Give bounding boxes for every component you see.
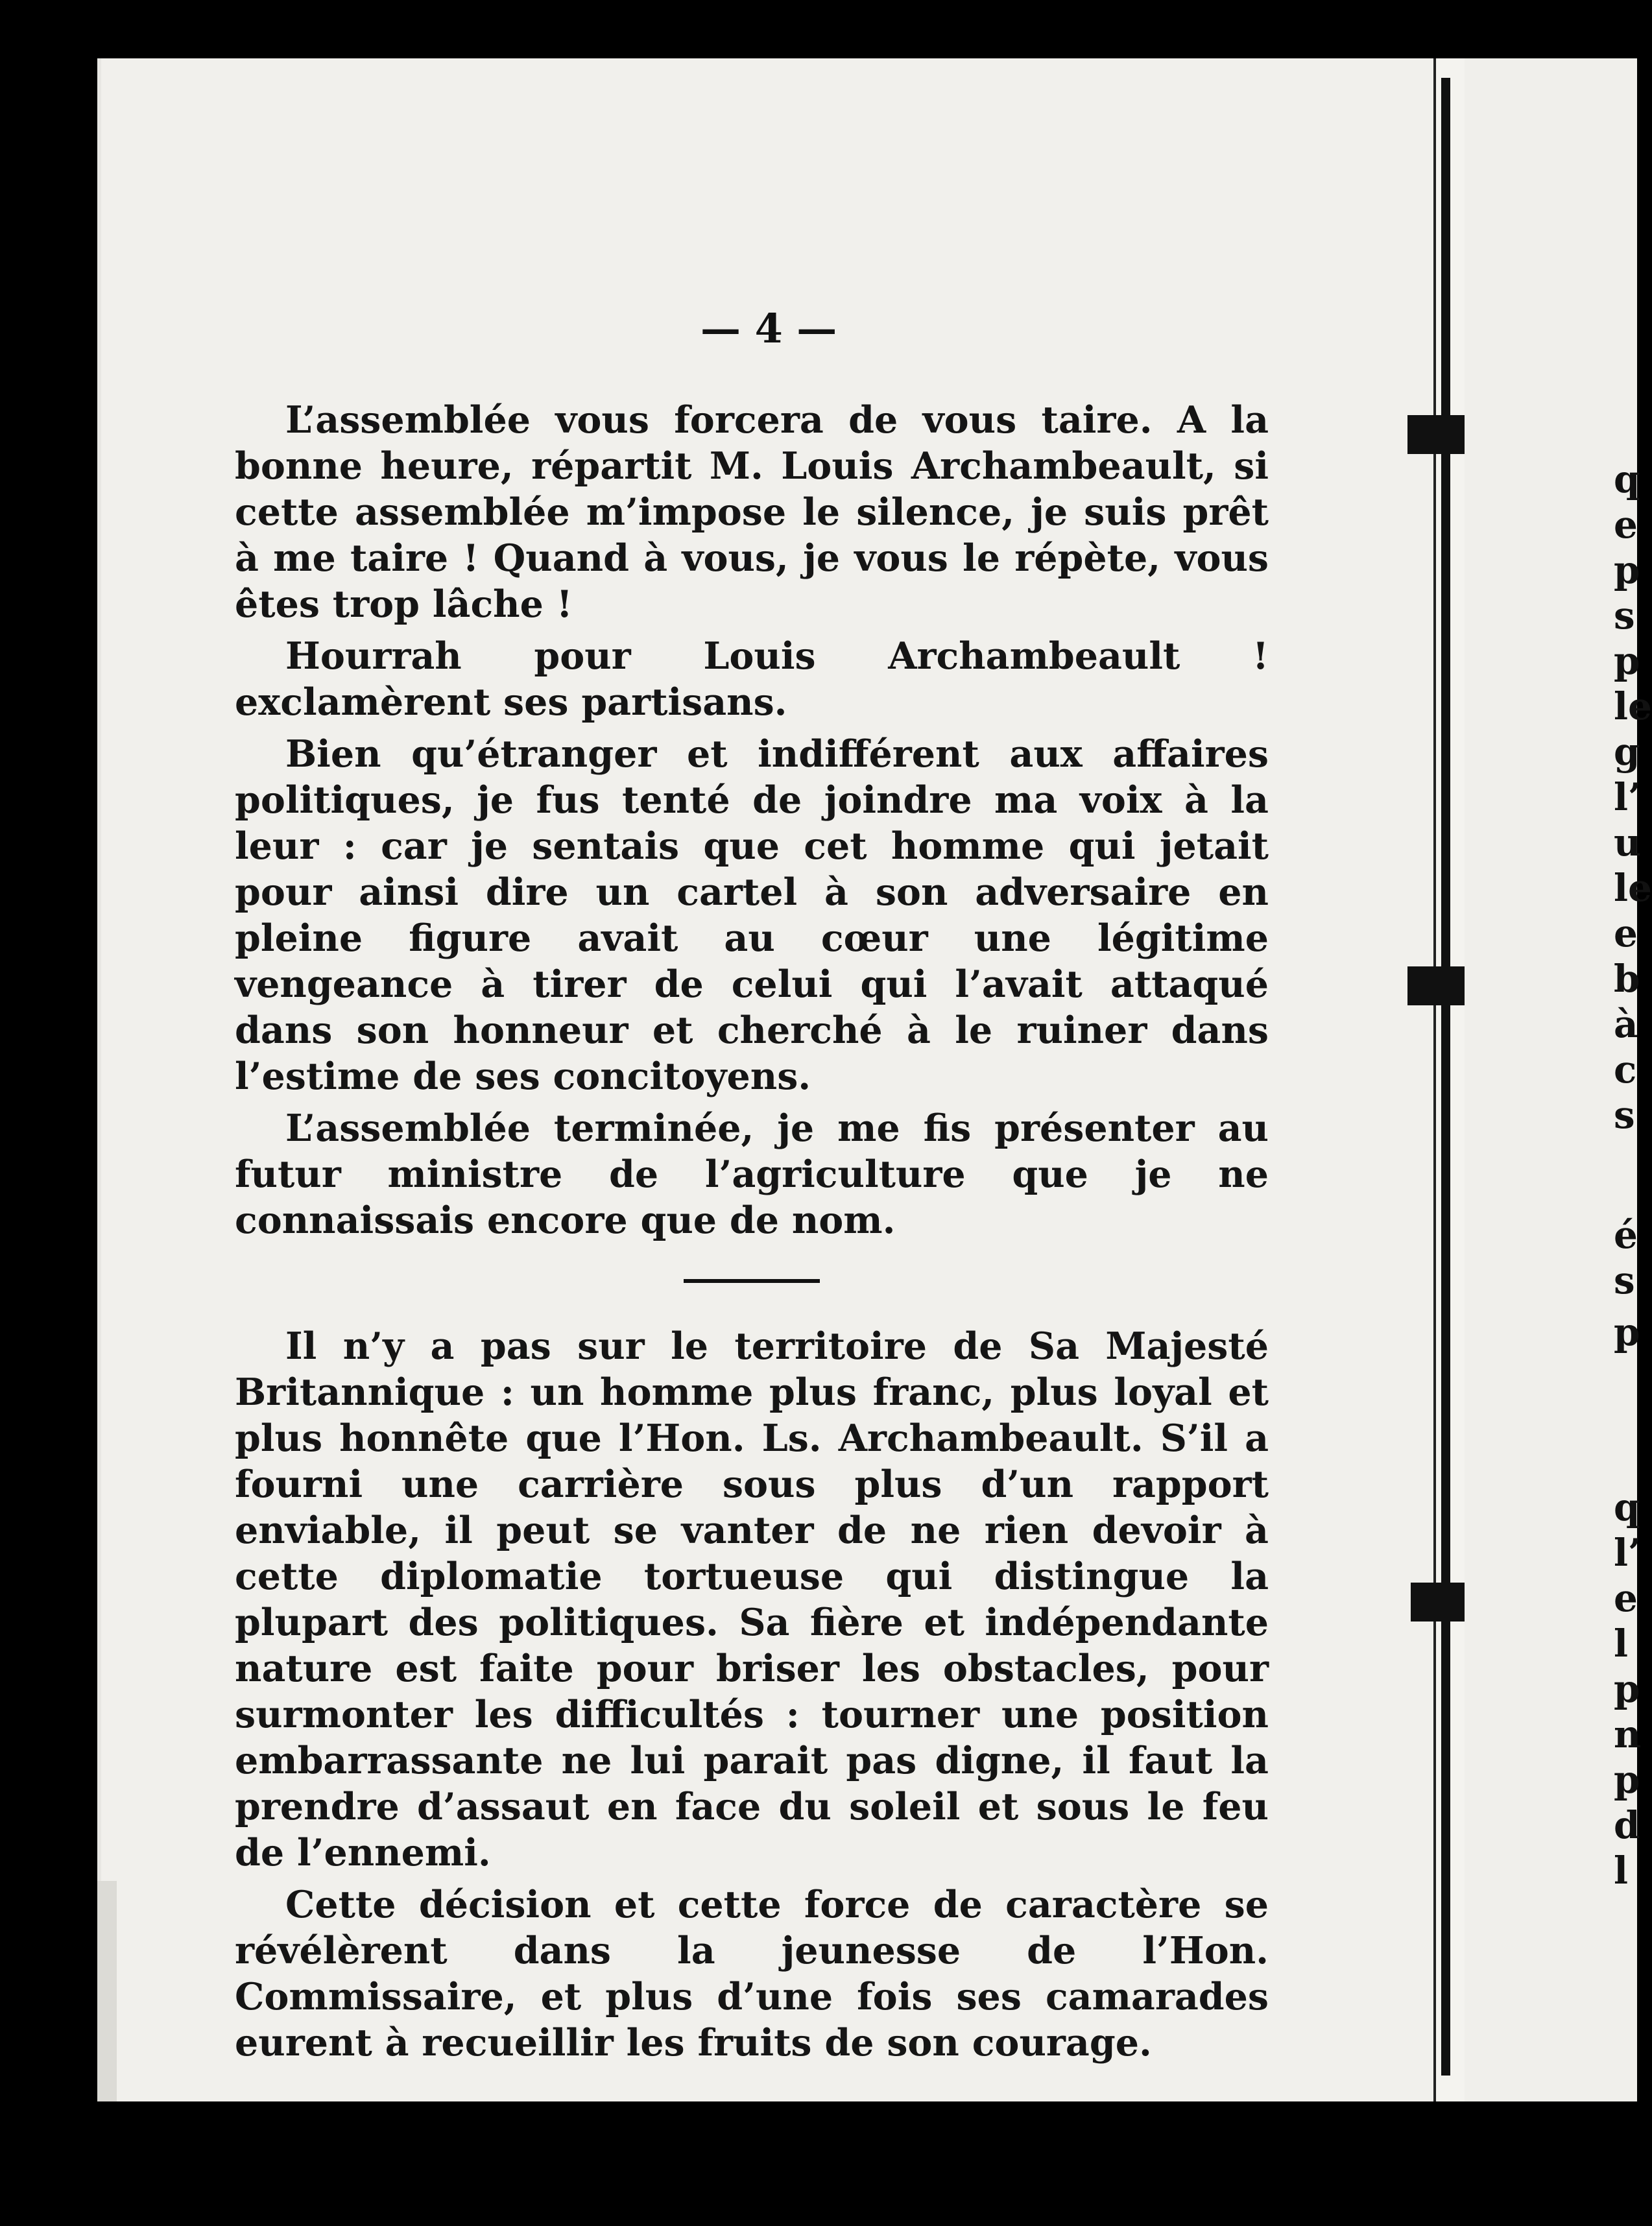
page-number: — 4 —	[700, 305, 837, 352]
edge-fragment: s	[1614, 1093, 1635, 1137]
edge-fragment: l’	[1614, 1531, 1642, 1575]
edge-fragment: e	[1614, 503, 1638, 547]
paragraph-3: Bien qu’étranger et indifférent aux affaires politiques, je fus tenté de joindre ma voix à la leur : car je sentais que cet homme qui jetait pour ainsi dire un cartel à son adversaire en pleine figure avait au cœur une légitime vengeance à tirer de celui qui l’avait attaqué dans son honneur et cherché à le ruiner dans l’estime de ses concitoyens.	[235, 732, 1269, 1098]
edge-fragment: n	[1614, 1712, 1642, 1756]
edge-fragment: e	[1614, 1576, 1638, 1620]
binding-stitch	[1407, 415, 1472, 454]
binding-thread	[1441, 78, 1450, 2076]
edge-fragment: p	[1614, 1667, 1640, 1711]
paragraph-6: Cette décision et cette force de caractère se révélèrent dans la jeunesse de l’Hon. Commissaire, et plus d’une fois ses camarades eurent à recueillir les fruits de son courage.	[235, 1883, 1269, 2064]
edge-fragment: à	[1614, 1002, 1638, 1046]
edge-fragment: q	[1614, 457, 1640, 501]
edge-fragment: d	[1614, 1803, 1640, 1847]
paragraph-2: Hourrah pour Louis Archambeault ! exclamèrent ses partisans.	[235, 634, 1269, 724]
page-right-edge	[1465, 58, 1652, 2101]
edge-fragment: s	[1614, 1258, 1635, 1302]
section-divider	[684, 1279, 820, 1283]
edge-fragment: l’	[1614, 775, 1642, 819]
binding-stitch	[1407, 966, 1472, 1005]
edge-fragment: s	[1614, 593, 1635, 638]
page-fold	[97, 1881, 117, 2101]
edge-fragment: l	[1614, 1849, 1629, 1893]
edge-fragment: le	[1614, 866, 1652, 910]
edge-fragment: p	[1614, 1758, 1640, 1802]
paragraph-1: L’assemblée vous forcera de vous taire. A la bonne heure, répartit M. Louis Archambeault, si cette assemblée m’impose le silence, je suis prêt à me taire ! Quand à vous, je vous le répète, vous êtes trop lâche !	[235, 398, 1269, 626]
edge-fragment: é	[1614, 1213, 1638, 1257]
binding-stitch	[1411, 1583, 1472, 1622]
book-spine	[1433, 58, 1467, 2101]
edge-fragment: p	[1614, 548, 1640, 592]
edge-fragment: p	[1614, 639, 1640, 683]
edge-fragment: g	[1614, 730, 1640, 774]
edge-fragment: p	[1614, 1310, 1640, 1354]
edge-fragment: l	[1614, 1622, 1629, 1666]
edge-fragment: c	[1614, 1047, 1637, 1092]
edge-fragment: q	[1614, 1485, 1640, 1529]
edge-fragment: le	[1614, 684, 1652, 728]
paragraph-4: L’assemblée terminée, je me fis présenter au futur ministre de l’agriculture que je ne connaissais encore que de nom.	[235, 1107, 1269, 1242]
edge-fragment: u	[1614, 820, 1642, 865]
edge-fragment: b	[1614, 957, 1640, 1001]
body-text	[235, 397, 1269, 2072]
edge-fragment: e	[1614, 911, 1638, 955]
paragraph-5: Il n’y a pas sur le territoire de Sa Majesté Britannique : un homme plus franc, plus loyal et plus honnête que l’Hon. Ls. Archambeault. S’il a fourni une carrière sous plus d’un rapport enviable, il peut se vanter de ne rien devoir à cette diplomatie tortueuse qui distingue la plupart des politiques. Sa fière et indépendante nature est faite pour briser les obstacles, pour surmonter les difficultés : tourner une position embarrassante ne lui parait pas digne, il faut la prendre d’assaut en face du soleil et sous le feu de l’ennemi.	[235, 1324, 1269, 1874]
